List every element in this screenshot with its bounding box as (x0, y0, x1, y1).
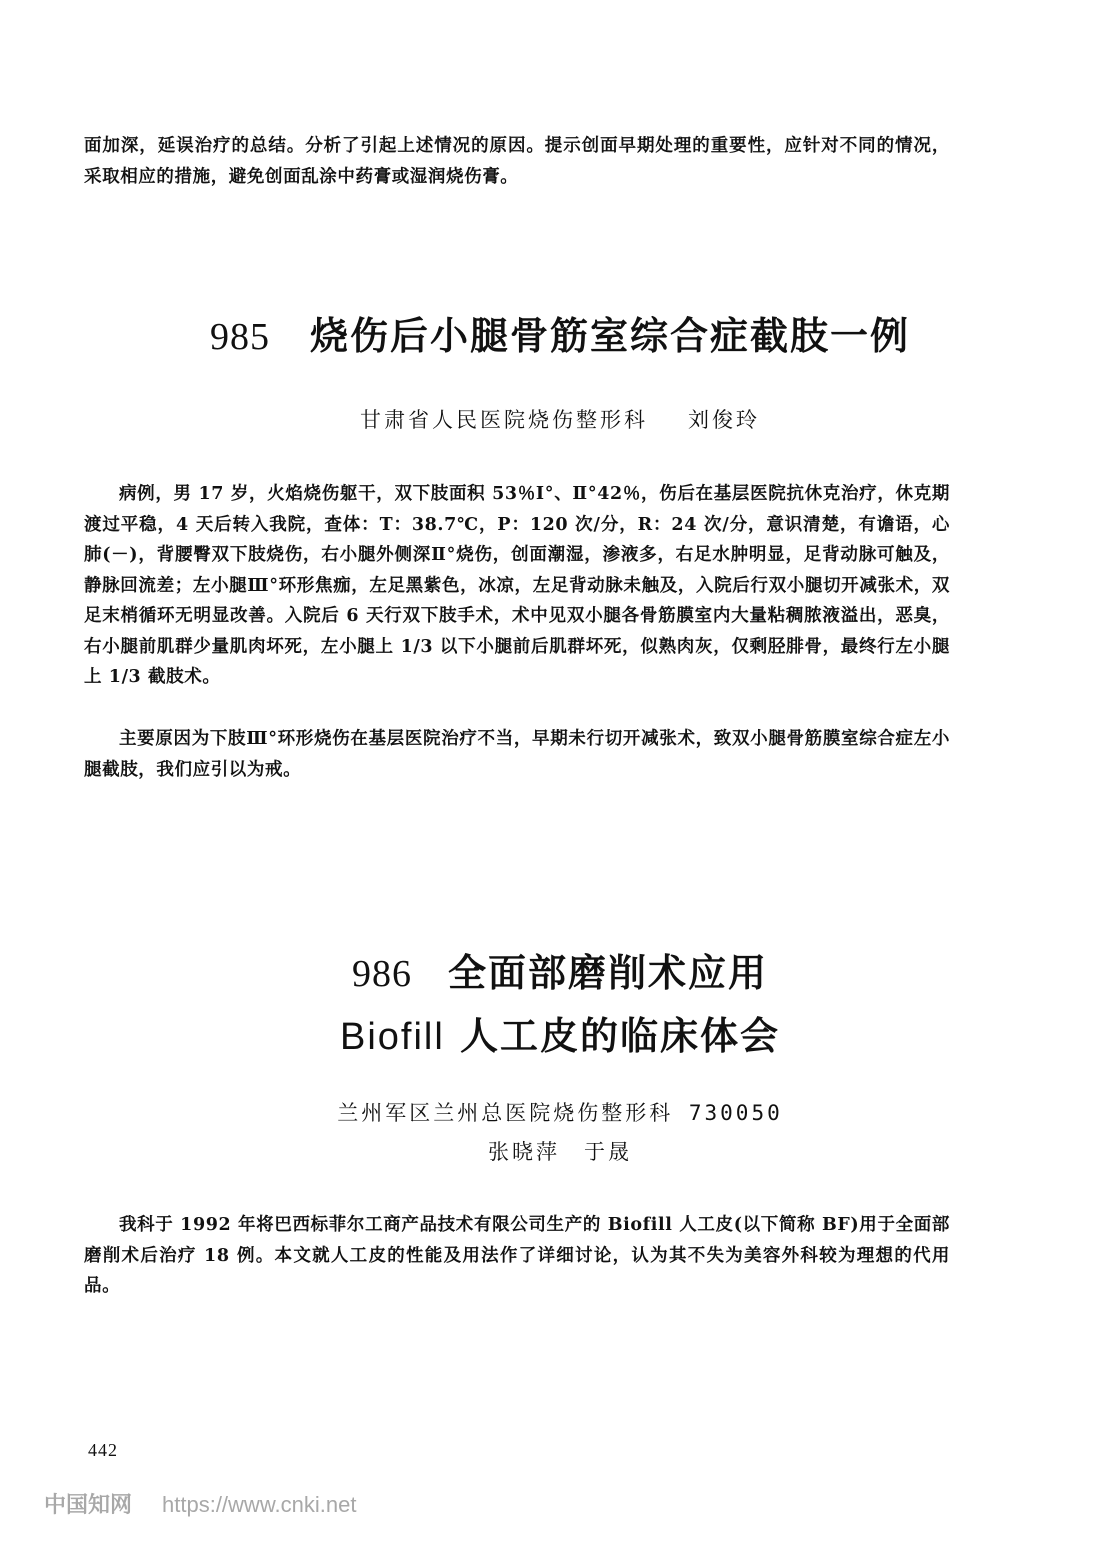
article-985-title-text: 烧伤后小腿骨筋室综合症截肢一例 (309, 313, 910, 358)
article-985-affiliation: 甘肃省人民医院烧伤整形科 (360, 408, 648, 432)
cnki-logo-text: 中国知网 (44, 1492, 133, 1517)
article-986-title-line2: 人工皮的临床体会 (460, 1013, 781, 1058)
article-986-title-latin: Biofill (339, 1016, 445, 1058)
article-986-abstract: 我科于 1992 年将巴西标菲尔工商产品技术有限公司生产的 Biofill 人工皮(以下简称 BF)用于全面部磨削术后治疗 18 例。本文就人工皮的性能及用法作了详细讨论，认为其不失为美容外科较为理想的代用品。 (84, 1215, 950, 1296)
article-985-byline (0, 404, 1120, 434)
article-986-title-line1: 全面部磨削术应用 (447, 950, 768, 995)
article-985-conclusion-paragraph: 主要原因为下肢Ⅲ°环形烧伤在基层医院治疗不当，早期未行切开减张术，致双小腿骨筋膜室综合症左小腿截肢，我们应引以为戒。 (84, 729, 950, 780)
article-985-title (0, 305, 1120, 360)
article-985-author: 刘俊玲 (688, 408, 760, 432)
article-985-number: 985 (209, 316, 270, 358)
article-986-title (0, 942, 1120, 1068)
cnki-watermark (44, 1488, 356, 1519)
article-986-authors: 张晓萍 于晟 (488, 1140, 632, 1164)
article-986-number: 986 (351, 953, 412, 995)
article-986-affiliation: 兰州军区兰州总医院烧伤整形科 730050 (337, 1101, 783, 1125)
page-number: 442 (88, 1440, 118, 1460)
continued-abstract: 面加深，延误治疗的总结。分析了引起上述情况的原因。提示创面早期处理的重要性，应针对不同的情况，采取相应的措施，避免创面乱涂中药膏或湿润烧伤膏。 (84, 136, 950, 187)
cnki-url: https://www.cnki.net (162, 1492, 357, 1517)
article-985-case-paragraph: 病例，男 17 岁，火焰烧伤躯干，双下肢面积 53％Ⅰ°、Ⅱ°42％，伤后在基层医院抗休克治疗，休克期渡过平稳，4 天后转入我院，查体：T：38.7℃，P：120 次/分，R：24 次/分，意识清楚，有谵语，心肺(－)，背腰臀双下肢烧伤，右小腿外侧深Ⅱ°烧伤，创面潮湿，渗液多，右足水肿明显，足背动脉可触及，静脉回流差；左小腿Ⅲ°环形焦痂，左足黑紫色，冰凉，左足背动脉未触及，入院后行双小腿切开减张术，双足末梢循环无明显改善。入院后 6 天行双下肢手术，术中见双小腿各骨筋膜室内大量粘稠脓液溢出，恶臭，右小腿前肌群少量肌肉坏死，左小腿上 1/3 以下小腿前后肌群坏死，似熟肉灰，仅剩胫腓骨，最终行左小腿上 1/3 截肢术。 (84, 484, 950, 687)
